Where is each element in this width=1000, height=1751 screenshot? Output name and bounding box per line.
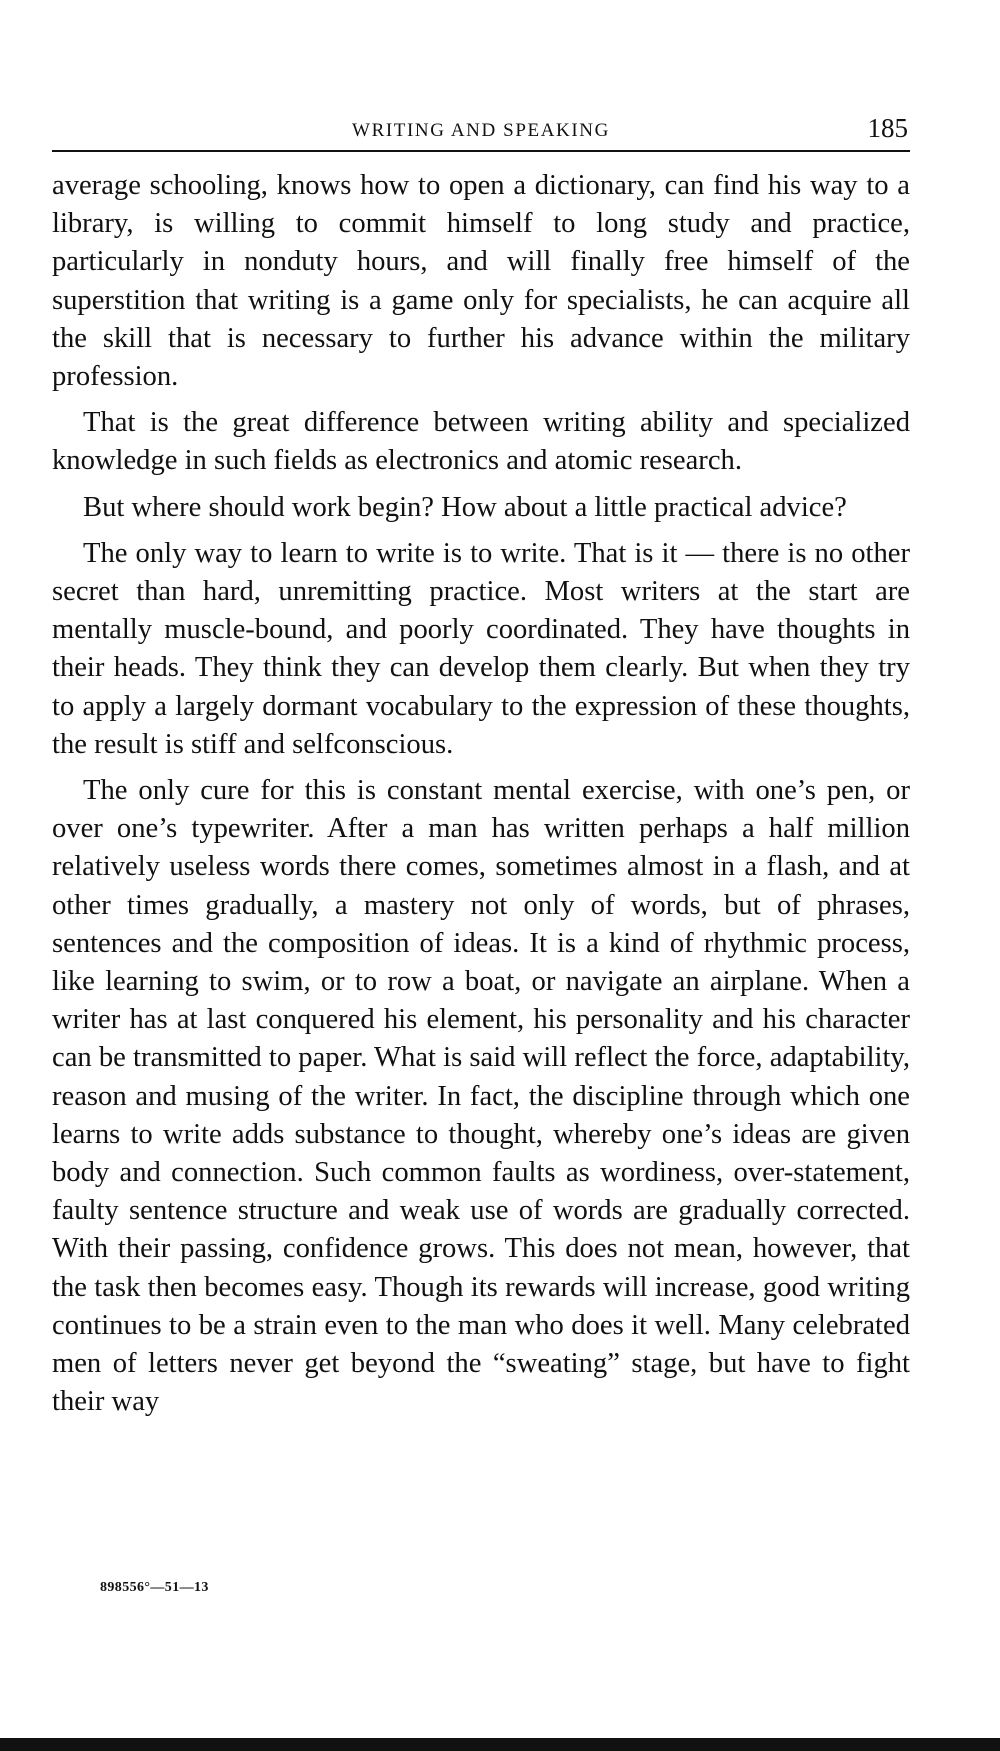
paragraph-difference: That is the great difference between writing ability and specialized knowledge in such fields as electronics and atomic research. xyxy=(52,407,910,477)
page-number: 185 xyxy=(867,113,908,143)
running-title: WRITING AND SPEAKING xyxy=(352,120,610,141)
paragraph-advice-question: But where should work begin? How about a little practical advice? xyxy=(83,491,847,523)
running-header xyxy=(52,110,910,152)
paragraph-practice: The only way to learn to write is to write. That is it — there is no other secret than hard, unremitting practice. Most writers at the start are mentally muscle-bound, and poorly coordinated. They have thoughts in their heads. They think they can develop them clearly. But when they try to apply a largely dormant vocabulary to the expression of these thoughts, the result is stiff and selfconscious. xyxy=(52,537,910,760)
scan-bottom-border xyxy=(0,1738,1000,1751)
printing-code: 898556°—51—13 xyxy=(100,1580,209,1595)
paragraph-mental-exercise: The only cure for this is constant mental exercise, with one’s pen, or over one’s typewriter. After a man has written perhaps a half million relatively useless words there comes, sometimes almost in a flash, and at other times gradually, a mastery not only of words, but of phrases, sentences and the composition of ideas. It is a kind of rhythmic process, like learning to swim, or to row a boat, or navigate an airplane. When a writer has at last conquered his element, his personality and his character can be transmitted to paper. What is said will reflect the force, adaptability, reason and musing of the writer. In fact, the discipline through which one learns to write adds substance to thought, whereby one’s ideas are given body and connection. Such common faults as wordiness, over-statement, faulty sentence structure and weak use of words are gradually corrected. With their passing, confidence grows. This does not mean, however, that the task then becomes easy. Though its rewards will increase, good writing continues to be a strain even to the man who does it well. Many celebrated men of letters never get beyond the “sweating” stage, but have to fight their way xyxy=(52,775,910,1418)
body-text xyxy=(52,167,910,1422)
paragraph-continuation: average schooling, knows how to open a dictionary, can find his way to a library, is willing to commit himself to long study and practice, particularly in nonduty hours, and will finally free himself of the superstition that writing is a game only for specialists, he can acquire all the skill that is necessary to further his advance within the military profession. xyxy=(52,170,910,393)
